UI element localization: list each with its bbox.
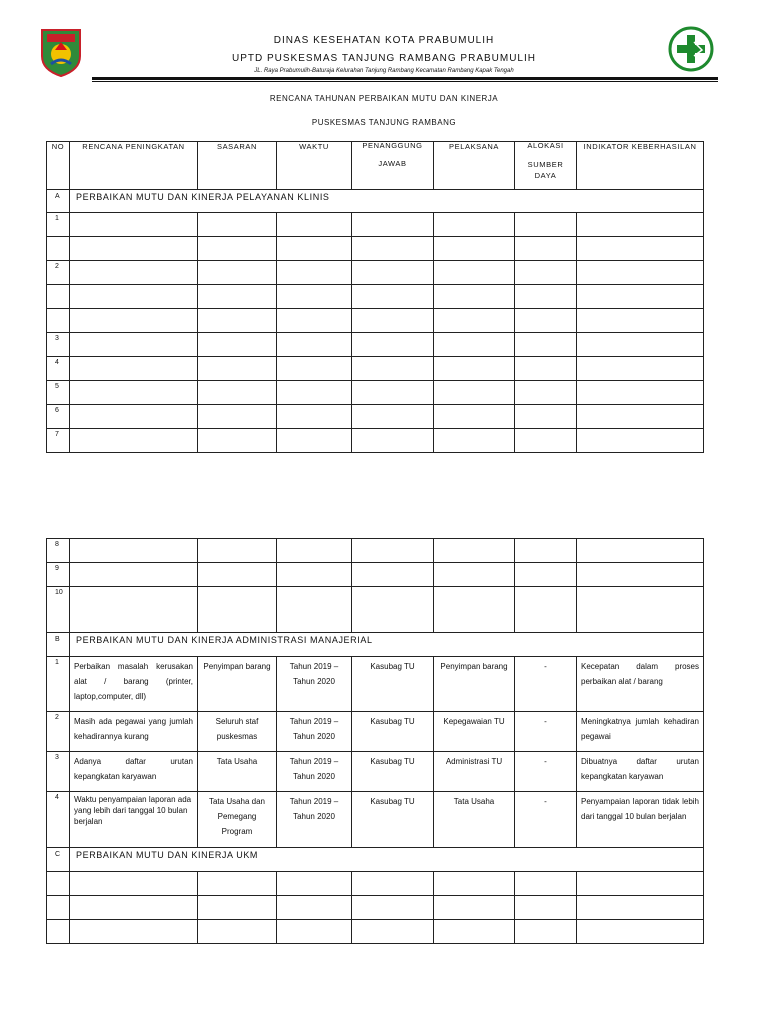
row-number: 10 bbox=[47, 587, 70, 633]
section-row-a bbox=[47, 190, 704, 213]
cell-waktu: Tahun 2019 – Tahun 2020 bbox=[277, 712, 352, 752]
cell-rencana: Waktu penyampaian laporan ada yang lebih dari tanggal 10 bulan berjalan bbox=[70, 792, 198, 848]
row-number: 5 bbox=[47, 381, 70, 405]
cell-alokasi: - bbox=[515, 712, 577, 752]
table-row bbox=[47, 539, 704, 563]
col-header-penanggung-jawab bbox=[352, 142, 434, 190]
header-rule-thick bbox=[92, 77, 718, 80]
facility-address: JL. Raya Prabumulih-Baturaja Kelurahan Tanjung Rambang Kecamatan Rambang Kapak Tengah bbox=[254, 68, 514, 74]
col-header-pj-line2: JAWAB bbox=[378, 159, 407, 168]
row-number: 6 bbox=[47, 405, 70, 429]
section-letter: A bbox=[47, 190, 70, 213]
section-title: PERBAIKAN MUTU DAN KINERJA PELAYANAN KLINIS bbox=[70, 190, 704, 213]
row-number: 1 bbox=[47, 213, 70, 237]
table-row bbox=[47, 381, 704, 405]
section-row-c bbox=[47, 848, 704, 872]
table-row bbox=[47, 405, 704, 429]
section-title: PERBAIKAN MUTU DAN KINERJA UKM bbox=[70, 848, 704, 872]
table-row bbox=[47, 792, 704, 848]
row-number: 2 bbox=[47, 712, 70, 752]
cell-sasaran: Penyimpan barang bbox=[198, 657, 277, 712]
cell-indikator: Meningkatnya jumlah kehadiran pegawai bbox=[577, 712, 704, 752]
table-row bbox=[47, 587, 704, 633]
row-number: 3 bbox=[47, 752, 70, 792]
document-title: RENCANA TAHUNAN PERBAIKAN MUTU DAN KINERJA bbox=[269, 94, 499, 103]
cell-waktu: Tahun 2019 – Tahun 2020 bbox=[277, 657, 352, 712]
header-rule-thin bbox=[92, 81, 718, 82]
cell-rencana: Masih ada pegawai yang jumlah kehadirannya kurang bbox=[70, 712, 198, 752]
cell-penanggung-jawab: Kasubag TU bbox=[352, 657, 434, 712]
row-number: 8 bbox=[47, 539, 70, 563]
col-header-alokasi-line1: ALOKASI bbox=[527, 141, 564, 150]
col-header-sasaran: SASARAN bbox=[198, 142, 277, 190]
table-row bbox=[47, 752, 704, 792]
table-row bbox=[47, 309, 704, 333]
col-header-alokasi-line2: SUMBER DAYA bbox=[527, 160, 564, 180]
cell-pelaksana: Administrasi TU bbox=[434, 752, 515, 792]
cell-pelaksana: Tata Usaha bbox=[434, 792, 515, 848]
table-row bbox=[47, 429, 704, 453]
table-header-row bbox=[47, 142, 704, 190]
table-row bbox=[47, 357, 704, 381]
table-row bbox=[47, 333, 704, 357]
agency-name: DINAS KESEHATAN KOTA PRABUMULIH bbox=[273, 35, 495, 46]
col-header-pj-line1: PENANGGUNG bbox=[362, 141, 423, 150]
cell-indikator: Dibuatnya daftar urutan kepangkatan karyawan bbox=[577, 752, 704, 792]
row-number: 2 bbox=[47, 261, 70, 285]
table-row bbox=[47, 896, 704, 920]
cell-sasaran: Seluruh staf puskesmas bbox=[198, 712, 277, 752]
cell-pelaksana: Penyimpan barang bbox=[434, 657, 515, 712]
cell-alokasi: - bbox=[515, 752, 577, 792]
row-number: 4 bbox=[47, 357, 70, 381]
document-subtitle: PUSKESMAS TANJUNG RAMBANG bbox=[311, 118, 457, 127]
cell-rencana: Adanya daftar urutan kepangkatan karyawan bbox=[70, 752, 198, 792]
plan-table-part-1 bbox=[46, 141, 704, 453]
col-header-waktu: WAKTU bbox=[277, 142, 352, 190]
col-header-indikator: INDIKATOR KEBERHASILAN bbox=[577, 142, 704, 190]
table-row bbox=[47, 563, 704, 587]
facility-name: UPTD PUSKESMAS TANJUNG RAMBANG PRABUMULIH bbox=[231, 53, 536, 64]
table-row bbox=[47, 237, 704, 261]
table-row bbox=[47, 261, 704, 285]
table-row bbox=[47, 872, 704, 896]
section-letter: B bbox=[47, 633, 70, 657]
col-header-pelaksana: PELAKSANA bbox=[434, 142, 515, 190]
table-row bbox=[47, 920, 704, 944]
col-header-rencana: RENCANA PENINGKATAN bbox=[70, 142, 198, 190]
cell-rencana: Perbaikan masalah kerusakan alat / barang (printer, laptop,computer, dll) bbox=[70, 657, 198, 712]
cell-sasaran: Tata Usaha dan Pemegang Program bbox=[198, 792, 277, 848]
row-number: 1 bbox=[47, 657, 70, 712]
cell-alokasi: - bbox=[515, 657, 577, 712]
cell-penanggung-jawab: Kasubag TU bbox=[352, 792, 434, 848]
cell-indikator: Kecepatan dalam proses perbaikan alat / barang bbox=[577, 657, 704, 712]
health-ministry-logo bbox=[668, 24, 714, 74]
table-row bbox=[47, 213, 704, 237]
section-row-b bbox=[47, 633, 704, 657]
cell-penanggung-jawab: Kasubag TU bbox=[352, 752, 434, 792]
cell-waktu: Tahun 2019 – Tahun 2020 bbox=[277, 752, 352, 792]
plan-table-part-2 bbox=[46, 538, 704, 944]
cell-waktu: Tahun 2019 – Tahun 2020 bbox=[277, 792, 352, 848]
table-row bbox=[47, 712, 704, 752]
table-row bbox=[47, 657, 704, 712]
row-number: 7 bbox=[47, 429, 70, 453]
col-header-no: NO bbox=[47, 142, 70, 190]
section-title: PERBAIKAN MUTU DAN KINERJA ADMINISTRASI MANAJERIAL bbox=[70, 633, 704, 657]
section-letter: C bbox=[47, 848, 70, 872]
cell-sasaran: Tata Usaha bbox=[198, 752, 277, 792]
row-number: 9 bbox=[47, 563, 70, 587]
cell-indikator: Penyampaian laporan tidak lebih dari tanggal 10 bulan berjalan bbox=[577, 792, 704, 848]
cell-alokasi: - bbox=[515, 792, 577, 848]
cell-pelaksana: Kepegawaian TU bbox=[434, 712, 515, 752]
row-number: 4 bbox=[47, 792, 70, 848]
cell-penanggung-jawab: Kasubag TU bbox=[352, 712, 434, 752]
row-number: 3 bbox=[47, 333, 70, 357]
table-row bbox=[47, 285, 704, 309]
col-header-alokasi bbox=[515, 142, 577, 190]
